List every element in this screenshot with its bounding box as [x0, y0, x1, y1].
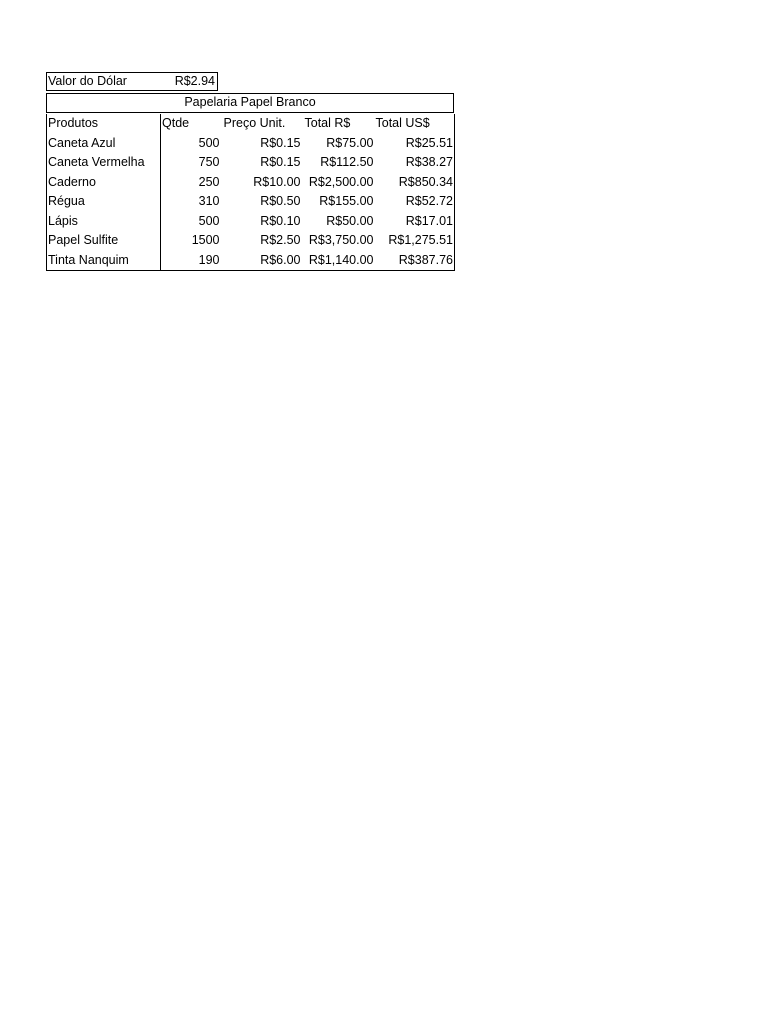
products-table	[46, 114, 455, 271]
dollar-rate-cell-group[interactable]	[46, 72, 218, 91]
cell-total-usd[interactable]: R$17.01	[375, 212, 455, 232]
table-row	[47, 134, 455, 154]
table-header-row	[47, 114, 455, 134]
header-produtos[interactable]: Produtos	[47, 114, 161, 134]
cell-total-brl[interactable]: R$1,140.00	[302, 251, 375, 271]
cell-total-brl[interactable]: R$3,750.00	[308, 233, 374, 248]
cell-produto[interactable]: Lápis	[47, 212, 161, 232]
cell-preco-unit[interactable]: R$0.15	[260, 155, 301, 170]
cell-total-usd[interactable]: R$25.51	[375, 134, 455, 154]
header-preco-unit[interactable]: Preço Unit.	[223, 116, 286, 131]
cell-produto[interactable]: Tinta Nanquim	[47, 251, 161, 271]
header-total-brl[interactable]: Total R$	[304, 116, 351, 131]
cell-total-usd[interactable]: R$1,275.51	[375, 231, 455, 251]
cell-produto[interactable]: Caderno	[47, 173, 161, 193]
cell-qtde[interactable]: 500	[198, 213, 220, 228]
cell-qtde[interactable]: 190	[161, 251, 221, 271]
cell-produto[interactable]: Papel Sulfite	[47, 231, 161, 251]
cell-preco-unit[interactable]: R$0.10	[260, 213, 301, 228]
cell-produto[interactable]: Caneta Azul	[47, 134, 161, 154]
cell-total-brl[interactable]: R$155.00	[319, 194, 374, 209]
cell-qtde[interactable]: 1500	[191, 233, 220, 248]
dollar-rate-label: Valor do Dólar	[48, 74, 127, 88]
cell-total-brl[interactable]: R$50.00	[326, 213, 374, 228]
cell-total-usd[interactable]: R$850.34	[375, 173, 455, 193]
cell-total-usd[interactable]: R$52.72	[375, 192, 455, 212]
header-qtde[interactable]: Qtde	[162, 116, 190, 131]
cell-total-brl[interactable]: R$2,500.00	[308, 174, 374, 189]
cell-preco-unit[interactable]: R$6.00	[221, 251, 302, 271]
cell-produto[interactable]: Caneta Vermelha	[47, 153, 161, 173]
cell-qtde[interactable]: 310	[198, 194, 220, 209]
header-total-usd[interactable]: Total US$	[375, 114, 455, 134]
table-row	[47, 153, 455, 173]
cell-qtde[interactable]: 750	[198, 155, 220, 170]
dollar-rate-value: R$2.94	[174, 74, 215, 88]
cell-preco-unit[interactable]: R$2.50	[260, 233, 301, 248]
table-row	[47, 231, 455, 251]
cell-preco-unit[interactable]: R$10.00	[253, 174, 301, 189]
cell-preco-unit[interactable]: R$0.15	[260, 135, 301, 150]
cell-total-brl[interactable]: R$75.00	[326, 135, 374, 150]
cell-total-brl[interactable]: R$112.50	[320, 155, 374, 170]
cell-produto[interactable]: Régua	[47, 192, 161, 212]
table-row	[47, 173, 455, 193]
table-row	[47, 212, 455, 232]
cell-total-usd[interactable]: R$387.76	[375, 251, 455, 271]
cell-total-usd[interactable]: R$38.27	[375, 153, 455, 173]
table-row	[47, 251, 455, 271]
cell-preco-unit[interactable]: R$0.50	[260, 194, 301, 209]
table-title[interactable]: Papelaria Papel Branco	[46, 93, 454, 113]
cell-qtde[interactable]: 500	[198, 135, 220, 150]
cell-qtde[interactable]: 250	[198, 174, 220, 189]
table-row	[47, 192, 455, 212]
